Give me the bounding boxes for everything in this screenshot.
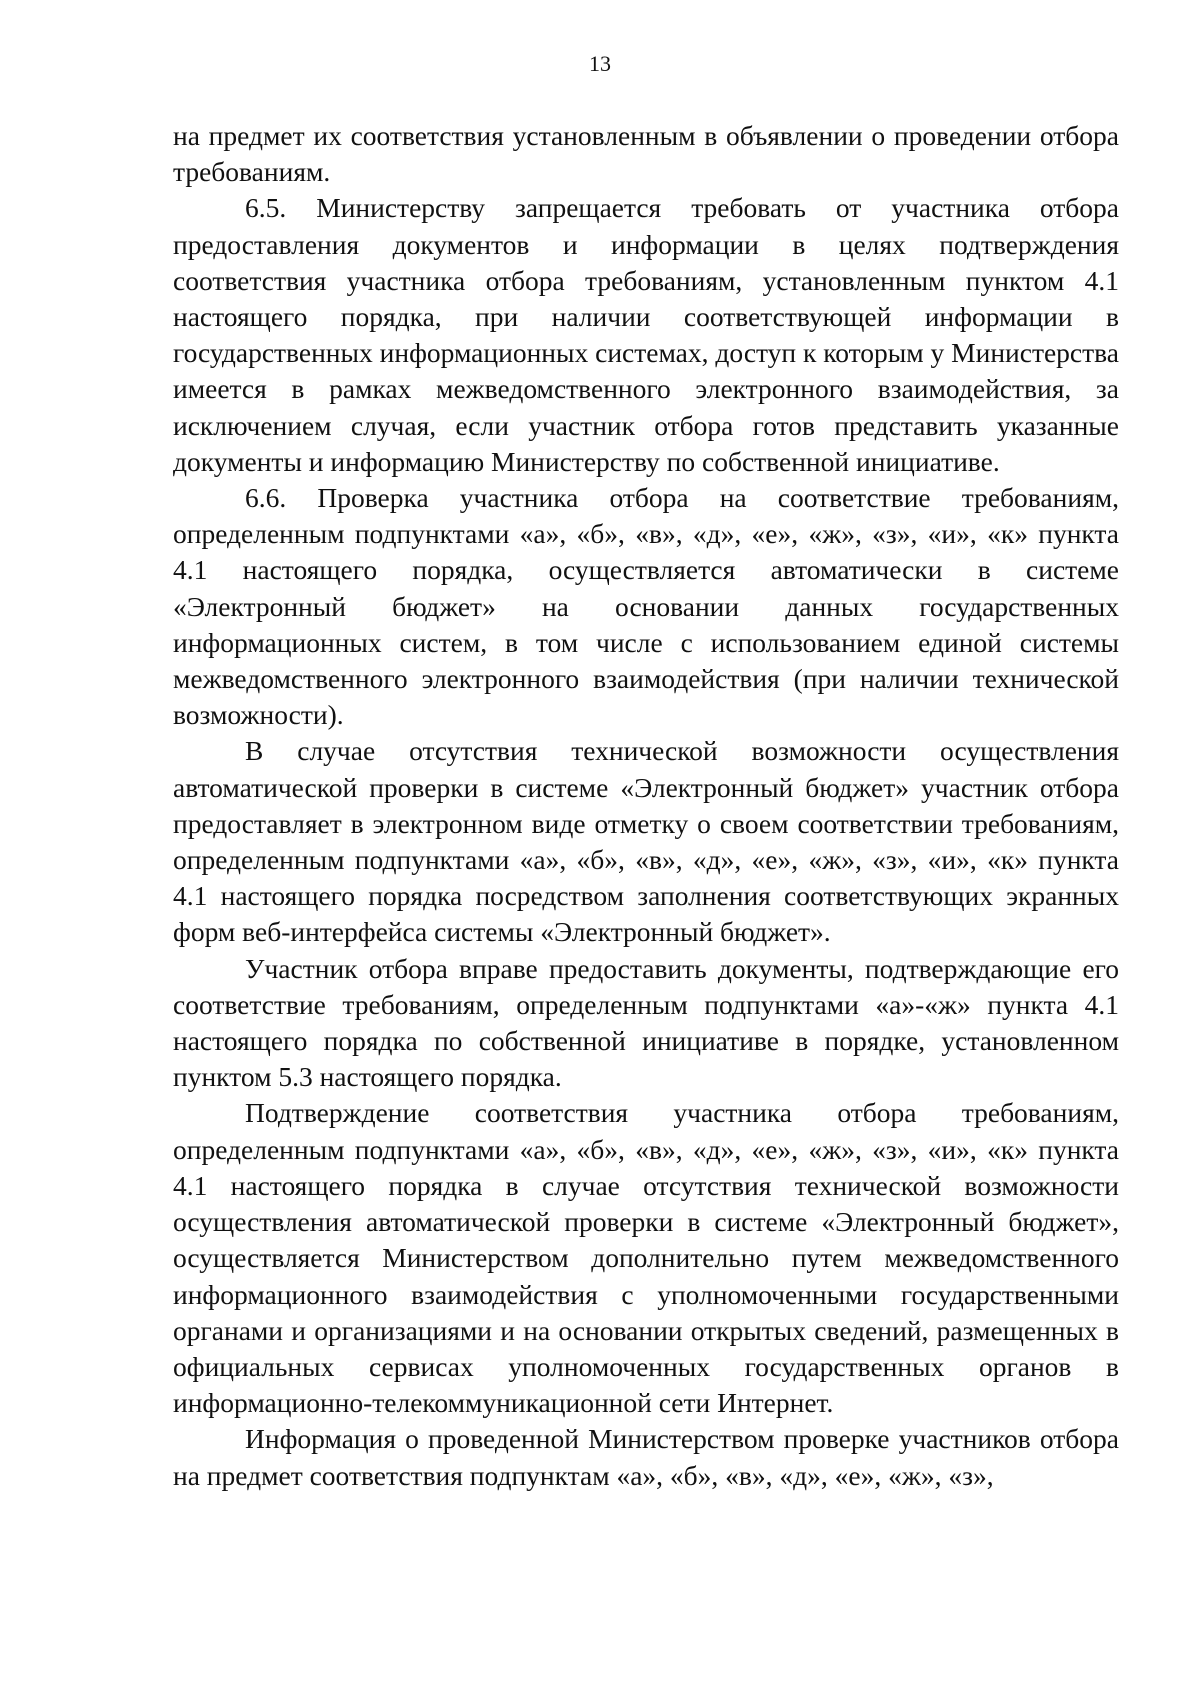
paragraph-continuation: на предмет их соответствия установленным в объявлении о проведении отбора требованиям. [173, 120, 1119, 188]
paragraph-6-5: 6.5. Министерству запрещается требовать от участника отбора предоставления документов и информации в целях подтверждения соответствия участника отбора требованиям, установленным пунктом 4.1 настоящего порядка, при наличии соответствующей информации в государственных информационных системах, доступ к которым у Министерства имеется в рамках межведомственного электронного взаимодействия, за исключением случая, если участник отбора готов представить указанные документы и информацию Министерству по собственной инициативе. [173, 192, 1119, 477]
paragraph-check-information: Информация о проведенной Министерством проверке участников отбора на предмет соответствия подпунктам «а», «б», «в», «д», «е», «ж», «з», [173, 1423, 1119, 1491]
paragraph-no-technical-possibility: В случае отсутствия технической возможности осуществления автоматической проверки в системе «Электронный бюджет» участник отбора предоставляет в электронном виде отметку о своем соответствии требованиям, определенным подпунктами «а», «б», «в», «д», «е», «ж», «з», «и», «к» пункта 4.1 настоящего порядка посредством заполнения соответствующих экранных форм веб-интерфейса системы «Электронный бюджет». [173, 735, 1119, 948]
paragraph-confirmation: Подтверждение соответствия участника отбора требованиям, определенным подпунктами «а», «б», «в», «д», «е», «ж», «з», «и», «к» пункта 4.1 настоящего порядка в случае отсутствия технической возможности осуществления автоматической проверки в системе «Электронный бюджет», осуществляется Министерством дополнительно путем межведомственного информационного взаимодействия с уполномоченными государственными органами и организациями и на основании открытых сведений, размещенных в официальных сервисах уполномоченных государственных органов в информационно-телекоммуникационной сети Интернет. [173, 1097, 1119, 1419]
paragraph-6-6: 6.6. Проверка участника отбора на соответствие требованиям, определенным подпунктами «а», «б», «в», «д», «е», «ж», «з», «и», «к» пункта 4.1 настоящего порядка, осуществляется автоматически в системе «Электронный бюджет» на основании данных государственных информационных систем, в том числе с использованием единой системы межведомственного электронного взаимодействия (при наличии технической возможности). [173, 482, 1119, 731]
page-number: 13 [589, 51, 611, 76]
paragraph-own-initiative: Участник отбора вправе предоставить документы, подтверждающие его соответствие требованиям, определенным подпунктами «а»-«ж» пункта 4.1 настоящего порядка по собственной инициативе в порядке, установленном пунктом 5.3 настоящего порядка. [173, 952, 1119, 1093]
document-body [173, 118, 1119, 1494]
